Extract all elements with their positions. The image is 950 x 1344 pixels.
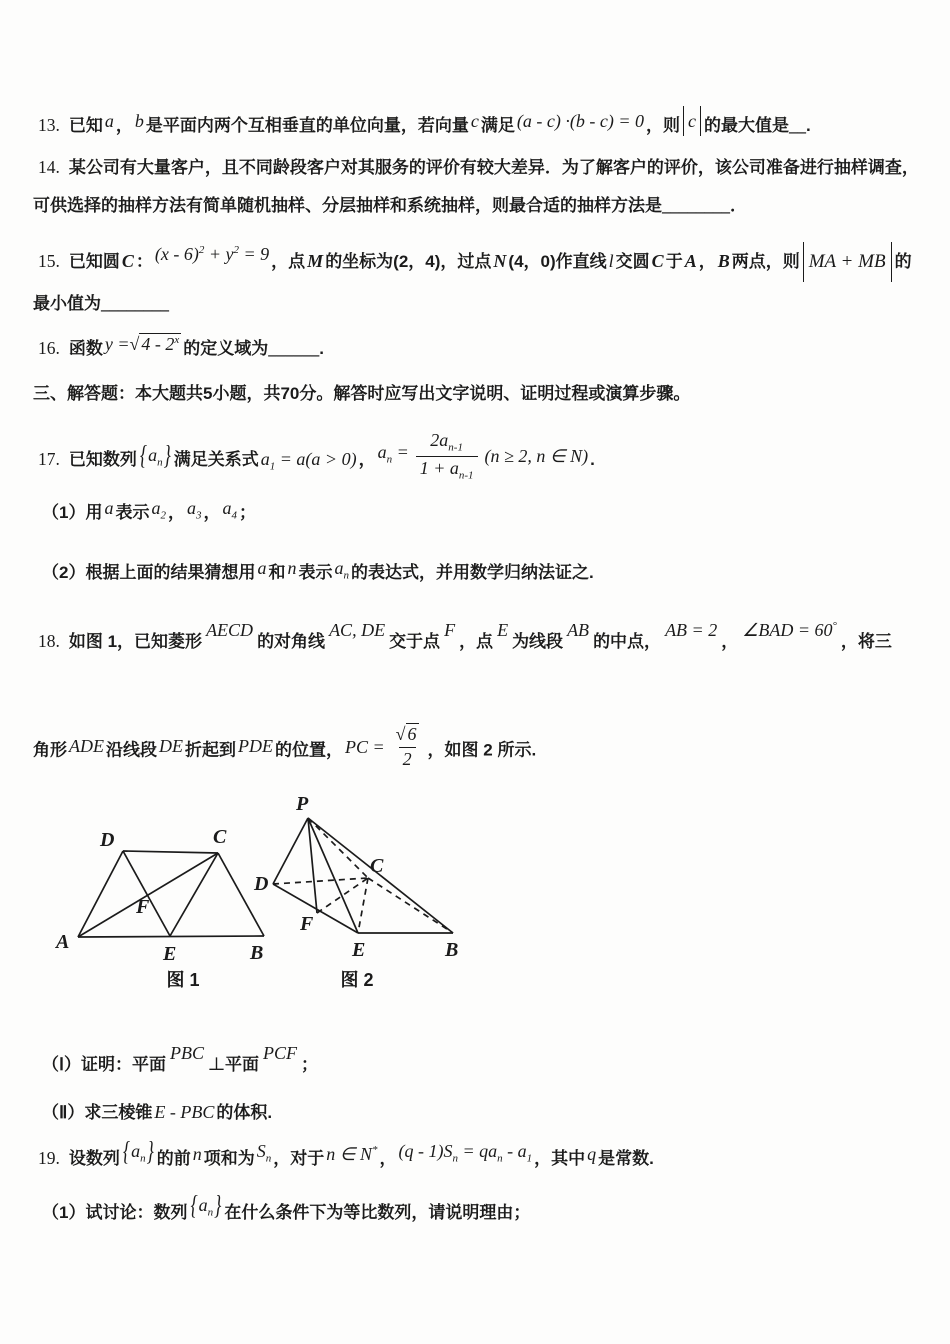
point-M: M [307,251,324,271]
text: 是常数. [598,1149,654,1168]
angle-BAD [742,614,837,642]
vector-c: c [470,111,479,131]
text: 满足关系式 [173,449,259,469]
question-19 [38,1136,654,1178]
text: （2）根据上面的结果猜想用 [42,563,256,582]
den-text: 1 + a [419,457,459,478]
sum-Sn [257,1139,272,1171]
text: 某公司有大量客户，且不同龄段客户对其服务的评价有较大差异．为了解客户的评价，该公司准备进行抽样调查， [68,158,919,177]
circle-equation [155,238,269,266]
denominator-2: 2 [399,747,416,771]
eq-part: + y [204,244,234,264]
subscript-2: 2 [160,509,166,522]
fig2-edge-PE [308,818,358,933]
fig2-hidden-CE [358,878,368,933]
text: ． [730,196,747,215]
right-brace: } [214,1190,222,1220]
text: ； [238,503,256,522]
text: （Ⅱ）求三棱锥 [42,1103,153,1122]
text: ，其中 [534,1149,586,1168]
segment-AB: AB [567,620,590,640]
text: (4，0)作直线 [508,252,607,271]
initial-condition [260,448,357,473]
eq-part: y = [104,334,130,354]
n-in-N-star [326,1138,377,1166]
fig2-label-C: C [370,855,384,877]
radical-sign: √ [129,334,140,354]
radical-sign: √ [395,724,406,744]
question-15-line-1 [38,242,912,282]
text: ，点 [459,632,494,651]
subscript-n-1: n-1 [458,469,474,482]
question-17-part-1 [42,500,256,532]
fig1-label-E: E [163,943,177,965]
right-brace: } [146,1136,154,1166]
point-E: E [497,620,509,640]
geometry-figures [40,780,510,1010]
figure-1 [78,851,264,937]
question-18-part-2 [42,1100,272,1125]
main-equation [398,1139,532,1171]
AB-equals-2: AB = 2 [665,620,718,640]
var: a [151,498,161,518]
PC-equals: PC = [345,737,385,758]
text: ，点 [271,252,306,271]
question-number: 16. [38,338,60,358]
circle-name: C [121,251,134,271]
question-14-line-2 [33,194,747,218]
var-a3 [187,496,202,528]
text: 是平面内两个互相垂直的单位向量，若向量 [145,116,469,135]
left-brace: { [139,439,148,470]
text: ，将三 [840,632,892,651]
question-13 [38,110,811,140]
var-n: n [287,558,297,578]
set-text: n ∈ N [326,1144,372,1164]
question-number: 19. [38,1148,60,1168]
figure-1-caption: 图 1 [166,970,200,990]
fig2-label-F: F [300,913,314,935]
answer-blank: ________ [101,294,169,313]
var-a: a [198,1195,208,1215]
text: ，对于 [273,1149,325,1168]
text: 项和为 [203,1149,255,1168]
text: 的定义域为 [183,339,269,358]
question-number: 13. [38,115,60,135]
eq-part: = a(a > 0) [275,448,357,469]
text: 和 [268,563,286,582]
num-text: 2a [430,430,449,450]
segment-DE: DE [159,735,183,756]
text: 设数列 [68,1149,120,1168]
var-S: S [256,1141,266,1161]
condition: (n ≥ 2, n ∈ N) [484,446,589,467]
eq-part: 4 - 2 [141,334,175,354]
question-number: 14. [38,157,60,177]
var-a4 [222,496,237,528]
var-a: a [104,498,114,518]
rhombus-AECD: AECD [206,620,254,640]
eq-part: = qa [457,1141,498,1161]
abs-c-value: c [687,111,696,131]
text: 平面 [225,1055,260,1074]
text: 满足 [480,116,515,135]
sequence-an [189,1190,222,1225]
abs-MA-plus-MB [803,242,892,282]
point-N: N [493,251,507,271]
text: 交于点 [389,632,441,651]
abs-c [683,106,701,136]
denominator [416,456,478,483]
section-3-header [33,382,690,406]
text: ，则 [645,116,680,135]
fig2-label-E: E [352,939,366,961]
var-a1: a [260,448,270,469]
exponent: 2 [233,244,240,256]
text: 的对角线 [257,632,326,651]
text: . [805,116,811,135]
fig1-diagonal-DE [123,851,170,936]
triangle-ADE: ADE [69,735,104,756]
fig1-edge-CE [170,853,218,936]
question-18-line-2 [33,724,537,774]
subscript-n: n [497,1152,503,1165]
subscript-n: n [140,1152,146,1165]
fig2-hidden-CB [368,878,453,933]
dot-product-equation: (a - c) ·(b - c) = 0 [516,111,644,131]
text: 已知数列 [68,449,137,469]
question-17 [38,430,595,487]
text: （Ⅰ）证明：平面 [42,1055,167,1074]
left-brace: { [122,1136,131,1166]
vector-b: b [134,111,144,131]
triangle-PDE: PDE [238,735,273,756]
question-18-line-1 [38,620,892,654]
line-l: l [608,251,614,271]
radicand [139,333,181,354]
var-a: a [131,1141,141,1161]
text: 的前 [156,1149,191,1168]
text: 在什么条件下为等比数列，请说明理由； [224,1203,531,1222]
text: 的位置， [275,740,343,760]
question-14-line-1 [38,155,919,180]
text: 交圆 [615,252,650,271]
question-number: 17. [38,448,60,469]
text: 如图 1，已知菱形 [68,632,203,651]
sequence-an [122,1136,155,1171]
text: 角形 [33,740,67,760]
fig1-label-F: F [136,896,150,918]
eq-part: - a [502,1141,527,1161]
numerator [426,430,467,456]
subscript-1: 1 [526,1152,533,1165]
text: 表示 [115,503,150,522]
text: 已知 [68,116,103,135]
point-B: B [717,251,730,271]
text: 函数 [68,339,103,358]
numerator-sqrt6 [392,724,423,747]
plane-PBC: PBC [170,1043,205,1063]
PC-formula [343,724,428,770]
text: ，如图 2 所示. [427,740,537,760]
plane-PCF: PCF [263,1043,298,1063]
answer-blank: __ [788,116,806,135]
text: ： [135,252,153,271]
angle-text: ∠BAD = 60 [742,620,833,640]
fig1-label-B: B [250,942,264,964]
fig1-label-A: A [56,931,70,953]
fig2-edge-PF [308,818,317,913]
fig2-label-D: D [254,873,269,895]
eq-part: (q - 1)S [398,1141,453,1161]
degree-sign: ° [832,620,837,632]
equals: = [392,442,409,463]
section-title: 三、解答题：本大题共5小题，共70分。解答时应写出文字说明、证明过程或演算步骤。 [33,384,691,403]
text: 折起到 [185,740,236,760]
function-formula [105,328,181,356]
text: 于 [665,252,683,271]
text: 两点，则 [731,252,800,271]
fraction [414,430,480,483]
subscript-n: n [343,569,349,582]
subscript-4: 4 [231,509,237,522]
question-16 [38,332,324,361]
radicand-6: 6 [407,724,417,744]
text: （1）用 [42,503,103,522]
question-number: 15. [38,251,60,271]
text: ， [167,503,185,522]
var-a: a [257,558,267,578]
subscript-n: n [207,1206,214,1219]
eq-part: (x - 6) [154,244,199,264]
diagonals-AC-DE: AC, DE [329,620,386,640]
abs-value: MA + MB [808,251,886,272]
text: 的中点， [593,632,662,651]
var-an: a [377,442,387,463]
text: 最小值为 [33,294,101,313]
subscript-3: 3 [195,509,202,522]
var: a [334,558,344,578]
star: * [371,1144,378,1156]
text: ， [721,632,739,651]
text: 为线段 [512,632,564,651]
eq-part: = 9 [239,244,270,264]
var-a: a [148,444,158,465]
subscript-n: n [386,454,393,467]
fig1-edge-DC [123,851,218,853]
fig2-hidden-DC [273,878,368,884]
figure-2-caption: 图 2 [340,970,374,990]
exponent-x: x [174,334,180,346]
text: . [319,339,325,358]
var-a2 [151,496,166,528]
question-17-part-2 [42,560,594,592]
fig1-label-C: C [213,826,227,848]
lhs [378,440,409,472]
subscript-n: n [452,1152,458,1165]
text: 可供选择的抽样方法有简单随机抽样、分层抽样和系统抽样，则最合适的抽样方法是 [33,196,662,215]
vector-a: a [104,111,114,131]
var-an [334,556,349,588]
answer-blank: ______ [268,339,320,358]
text: 沿线段 [106,740,157,760]
question-18-part-1 [42,1043,319,1077]
text: ， [115,116,133,135]
fig2-edge-PD [273,818,308,884]
text: 的坐标为(2，4)，过点 [325,252,492,271]
point-F: F [444,620,456,640]
fig2-label-B: B [445,939,459,961]
question-number: 18. [38,631,60,651]
question-15-line-2 [33,292,169,316]
sequence-an [139,439,172,475]
text: 已知圆 [68,252,120,271]
subscript-n: n [157,456,163,469]
fig1-edge-AB [78,936,264,937]
text: （1）试讨论：数列 [42,1203,188,1222]
subscript-n: n [265,1152,272,1165]
text: . [590,449,595,469]
var-n: n [192,1144,202,1164]
subscript-1: 1 [269,460,276,473]
circle-C: C [651,251,664,271]
text: ， [698,252,716,271]
recurrence-formula [376,430,591,483]
left-brace: { [190,1190,198,1220]
subscript-n-1: n-1 [448,441,463,454]
var: a [186,498,196,518]
text: 的表达式，并用数学归纳法证之. [350,563,594,582]
fig1-label-D: D [100,829,115,851]
question-19-part-1 [42,1190,531,1232]
var: a [222,498,232,518]
right-brace: } [163,439,171,470]
answer-blank: ________ [662,196,730,215]
text: ， [379,1149,397,1168]
text: 的 [894,252,912,271]
text: 的体积. [216,1103,273,1122]
var-q: q [587,1144,597,1164]
text: ； [301,1055,319,1074]
fig2-hidden-PC [308,818,368,878]
point-A: A [684,251,697,271]
text: 表示 [298,563,333,582]
exponent: 2 [198,244,205,256]
text: ， [358,449,376,469]
text: ， [203,503,221,522]
tetrahedron-E-PBC: E - PBC [154,1102,215,1122]
fraction [390,724,425,770]
text: 的最大值是 [703,116,789,135]
figure-labels [54,793,458,965]
fig2-label-P: P [296,793,309,815]
perpendicular-symbol: ⊥ [208,1055,226,1074]
